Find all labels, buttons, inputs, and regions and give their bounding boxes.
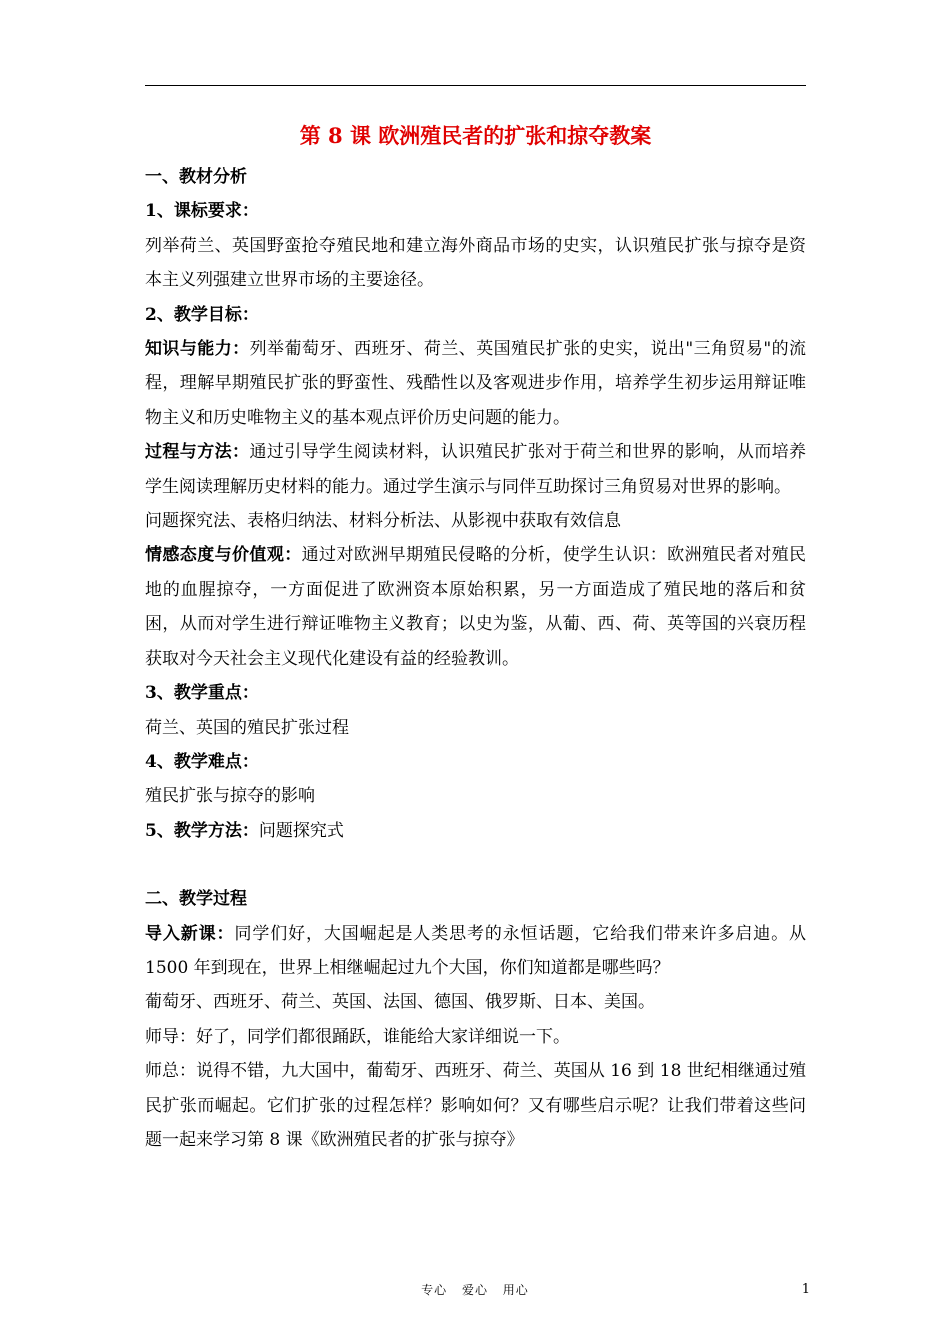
footer-text: 专心 爱心 用心 — [421, 1283, 529, 1297]
paragraph-process-method — [145, 435, 806, 504]
paragraph-teacher-guide: 师导：好了，同学们都很踊跃，谁能给大家详细说一下。 — [145, 1026, 570, 1047]
paragraph-emotion-values — [145, 538, 806, 676]
paragraph-curriculum-requirements: 列举荷兰、英国野蛮抢夺殖民地和建立海外商品市场的史实，认识殖民扩张与掠夺是资本主义列强建立世界市场的主要途径。 — [145, 235, 806, 291]
paragraph-knowledge-ability — [145, 332, 806, 435]
text-teaching-method: 问题探究式 — [258, 820, 344, 841]
text-emotion-values: 通过对欧洲早期殖民侵略的分析，使学生认识：欧洲殖民者对殖民地的血腥掠夺，一方面促进了欧洲资本原始积累，另一方面造成了殖民地的落后和贫困，从而对学生进行辩证唯物主义教育；以史为鉴，从葡、西、荷、英等国的兴衰历程获取对今天社会主义现代化建设有益的经验教训。 — [145, 545, 807, 669]
subheading-key-points: 3、教学重点： — [145, 683, 259, 704]
label-knowledge-ability: 知识与能力： — [145, 339, 250, 360]
text-intro: 同学们好，大国崛起是人类思考的永恒话题，它给我们带来许多启迪。从 1500 年到现在，世界上相继崛起过九个大国，你们知道都是哪些吗？ — [145, 923, 807, 978]
paragraph-difficulties: 殖民扩张与掠夺的影响 — [145, 786, 315, 807]
blank-line — [145, 848, 806, 882]
document-title: 第 8 课 欧洲殖民者的扩张和掠夺教案 — [299, 123, 652, 148]
section-heading-analysis: 一、教材分析 — [145, 167, 247, 187]
page-footer — [0, 1278, 950, 1302]
text-process-method: 通过引导学生阅读材料，认识殖民扩张对于荷兰和世界的影响，从而培养学生阅读理解历史材料的能力。通过学生演示与同伴互助探讨三角贸易对世界的影响。 — [145, 442, 807, 497]
section-heading-process: 二、教学过程 — [145, 889, 247, 910]
subheading-curriculum-requirements: 1、课标要求： — [145, 201, 259, 222]
text-knowledge-ability: 列举葡萄牙、西班牙、荷兰、英国殖民扩张的史实，说出"三角贸易"的流程，理解早期殖民扩张的野蛮性、残酷性以及客观进步作用，培养学生初步运用辩证唯物主义和历史唯物主义的基本观点评价历史问题的能力。 — [145, 339, 807, 428]
label-teaching-method: 5、教学方法： — [145, 820, 259, 841]
paragraph-teaching-method — [145, 814, 806, 848]
header-rule — [145, 85, 806, 86]
paragraph-key-points: 荷兰、英国的殖民扩张过程 — [145, 717, 349, 738]
paragraph-intro — [145, 917, 806, 986]
document-body — [145, 160, 806, 1157]
label-process-method: 过程与方法： — [145, 442, 250, 463]
subheading-teaching-goals: 2、教学目标： — [145, 304, 259, 325]
paragraph-methods: 问题探究法、表格归纳法、材料分析法、从影视中获取有效信息 — [145, 511, 621, 532]
label-emotion-values: 情感态度与价值观： — [145, 545, 302, 566]
label-intro: 导入新课： — [145, 923, 235, 944]
paragraph-answer: 葡萄牙、西班牙、荷兰、英国、法国、德国、俄罗斯、日本、美国。 — [145, 992, 655, 1013]
subheading-difficulties: 4、教学难点： — [145, 751, 259, 772]
paragraph-teacher-summary: 师总：说得不错，九大国中，葡萄牙、西班牙、荷兰、英国从 16 到 18 世纪相继通过殖民扩张而崛起。它们扩张的过程怎样？影响如何？又有哪些启示呢？让我们带着这些问题一起来学习第 8 课《欧洲殖民者的扩张与掠夺》 — [145, 1061, 806, 1150]
page-number: 1 — [801, 1282, 810, 1297]
